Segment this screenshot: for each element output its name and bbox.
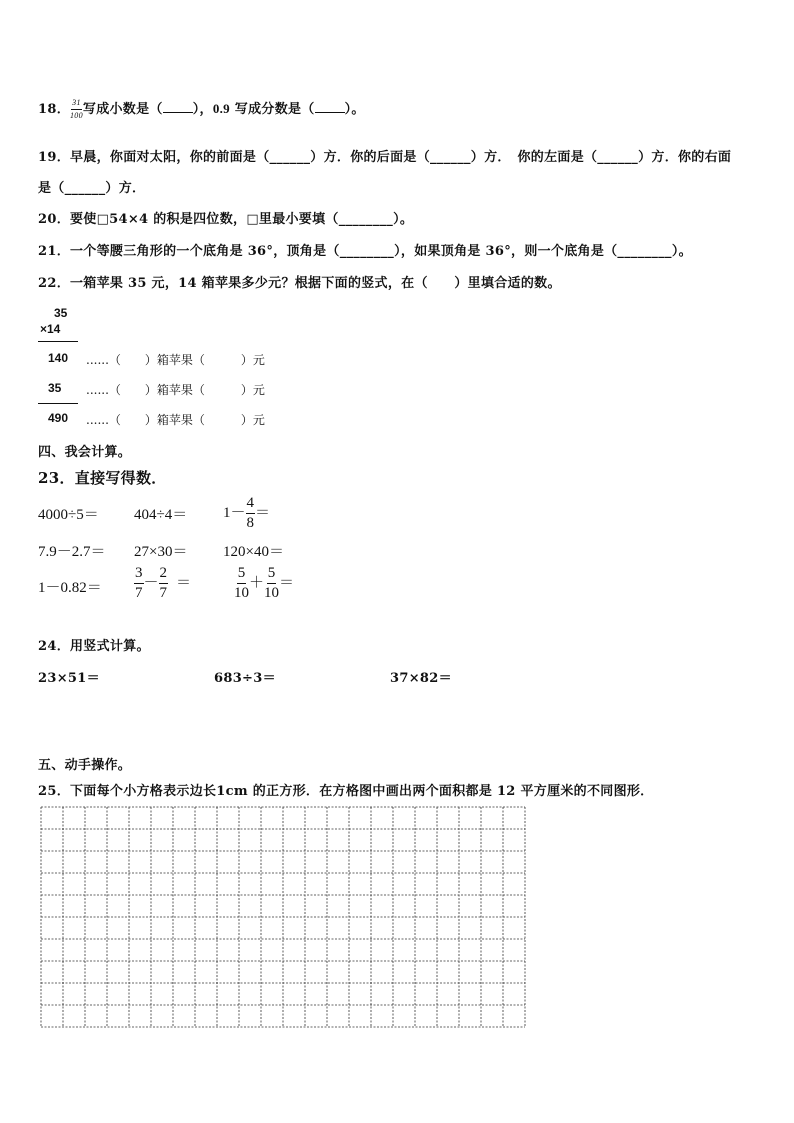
section-5-title: 五、动手操作。 <box>38 758 132 773</box>
question-19-line-1: 19．早晨，你面对太阳，你的前面是（______）方．你的后面是（______）方． 你的左面是（______）方．你的右面 <box>38 150 732 165</box>
calc-4000-div-5: 4000÷5＝ <box>38 507 99 523</box>
question-21: 21．一个等腰三角形的一个底角是 36°，顶角是（________），如果顶角是 36°，则一个底角是（________）。 <box>38 244 692 259</box>
calc-27-times-30: 27×30＝ <box>134 544 188 560</box>
calc-3-7-minus-2-7: $\frac{3}{7}$ － $\frac{2}{7}$ ＝ <box>135 565 192 601</box>
q18-number: 18． <box>38 102 70 117</box>
vertical-result: 490 <box>48 411 69 425</box>
grid-canvas[interactable] <box>40 806 526 1028</box>
question-20: 20．要使□54×4 的积是四位数，□里最小要填（________）。 <box>38 212 414 227</box>
vertical-multiplier: ×14 <box>40 322 61 336</box>
calc-37-times-82: 37×82＝ <box>390 671 452 686</box>
section-4-title: 四、我会计算。 <box>38 445 132 460</box>
vertical-line-2 <box>38 403 78 404</box>
question-25: 25．下面每个小方格表示边长1cm 的正方形．在方格图中画出两个面积都是 12 平方厘米的不同图形． <box>38 784 654 799</box>
note-row-2: ......（ ）箱苹果（ ）元 <box>86 383 265 397</box>
calc-683-div-3: 683÷3＝ <box>214 671 276 686</box>
calc-1-minus-0.82: 1－0.82＝ <box>38 580 102 596</box>
calc-120-times-40: 120×40＝ <box>223 544 284 560</box>
q18-blank-2[interactable] <box>315 100 345 113</box>
calc-1-minus-4-8: 1－ $\frac{4}{8}$ ＝ <box>223 495 271 531</box>
note-row-1: ......（ ）箱苹果（ ）元 <box>86 353 265 367</box>
vertical-line-1 <box>38 341 78 342</box>
vertical-multiplicand: 35 <box>54 306 68 320</box>
square-grid[interactable] <box>40 806 526 1028</box>
calc-7.9-minus-2.7: 7.9－2.7＝ <box>38 544 106 560</box>
vertical-partial-2: 35 <box>48 381 62 395</box>
calc-23-times-51: 23×51＝ <box>38 671 100 686</box>
question-24-title: 24．用竖式计算。 <box>38 639 150 654</box>
q18-blank-1[interactable] <box>163 100 193 113</box>
calc-404-div-4: 404÷4＝ <box>134 507 188 523</box>
calc-5-10-plus-5-10: $\frac{5}{10}$ ＋ $\frac{5}{10}$ ＝ <box>234 565 295 601</box>
question-18: 18． $\frac{31}{100}$ 写成小数是（ ），0.9 写成分数是（ ）。 <box>38 98 365 120</box>
question-22: 22．一箱苹果 35 元，14 箱苹果多少元？根据下面的竖式，在（ ）里填合适的数。 <box>38 276 561 291</box>
vertical-partial-1: 140 <box>48 351 69 365</box>
note-row-3: ......（ ）箱苹果（ ）元 <box>86 413 265 427</box>
question-23-title: 23．直接写得数． <box>38 469 167 487</box>
q18-fraction: $\frac{31}{100}$ <box>70 98 83 120</box>
question-19-line-2: 是（______）方． <box>38 181 146 196</box>
q18-text-a: 写成小数是（ <box>82 102 163 117</box>
